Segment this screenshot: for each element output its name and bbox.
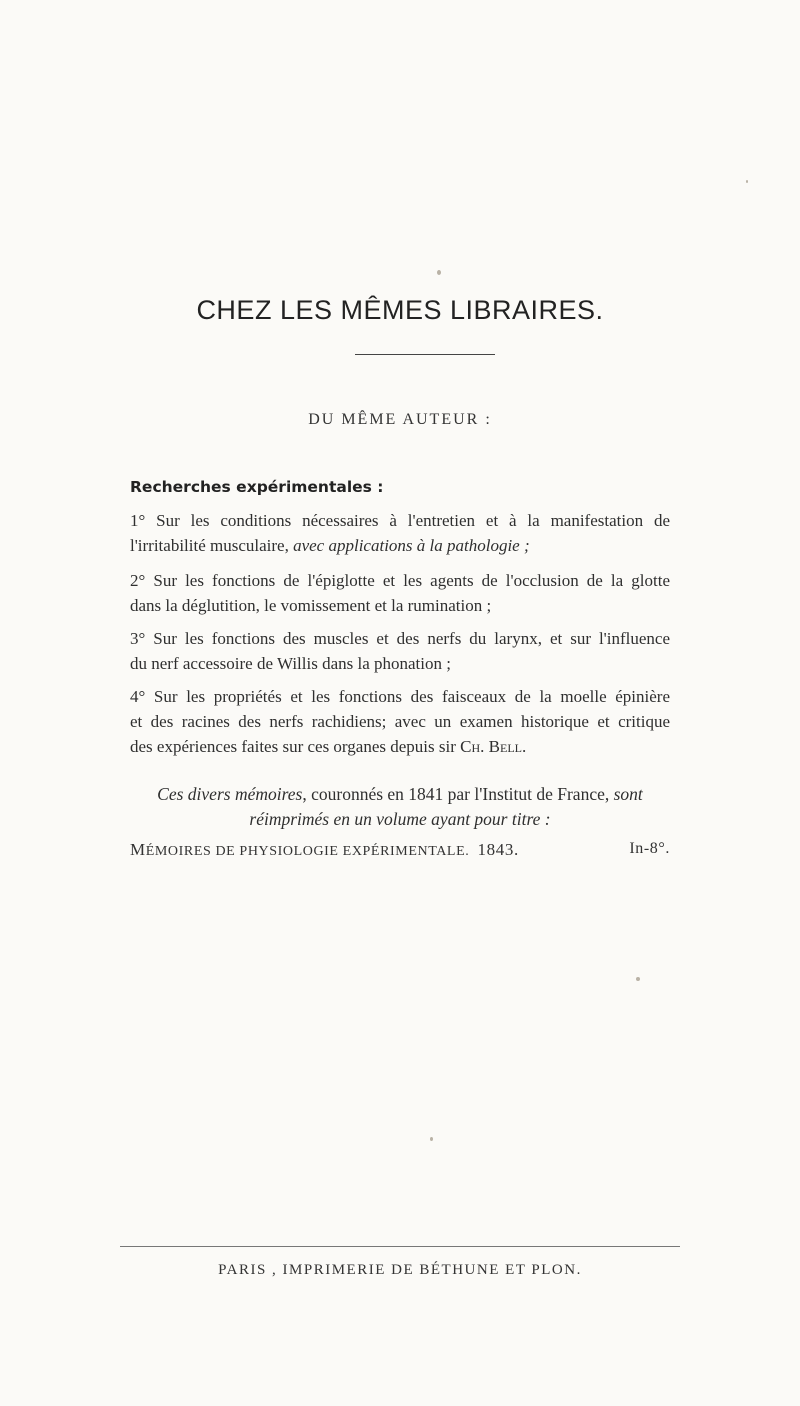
book-format: In-8°. [629,840,670,857]
item-text: des expériences faites sur ces organes depuis sir [130,737,456,756]
item-number: 1° [130,511,146,530]
item-text: et des racines des nerfs rachidiens; avec un examen historique et critique [130,712,670,731]
list-item-2 [130,568,670,618]
reprint-italic: Ces divers mémoires [157,784,303,804]
item-text: Sur les conditions nécessaires à l'entretien et à la manifestation de [156,511,670,530]
page-heading: CHEZ LES MÊMES LIBRAIRES. [196,295,604,325]
list-item-4 [130,684,670,759]
item-text: 2° Sur les fonctions de l'épiglotte et les agents de l'occlusion de la glotte [130,571,670,590]
item-text: 4° Sur les propriétés et les fonctions des faisceaux de la moelle épinière [130,687,670,706]
printer-imprint: PARIS , IMPRIMERIE DE BÉTHUNE ET PLON. [218,1262,582,1278]
book-title: ÉMOIRES DE PHYSIOLOGIE EXPÉRIMENTALE. [145,844,470,859]
paper-speck [437,270,441,275]
paper-speck [746,180,748,183]
reprint-text: , couronnés en 1841 par l'Institut de France, [302,784,610,804]
author-subheading: DU MÊME AUTEUR : [308,411,492,428]
reprint-title-intro: réimprimés en un volume ayant pour titre : [249,809,551,829]
item-text: l'irritabilité musculaire, [130,536,289,555]
author-name: Ch. Bell. [460,737,527,756]
list-item-3 [130,626,670,676]
publication-year: 1843. [477,840,519,859]
item-text: du nerf accessoire de Willis dans la phonation ; [130,654,451,673]
heading-divider [355,354,495,355]
title-initial: M [130,840,146,859]
item-text: 3° Sur les fonctions des muscles et des nerfs du larynx, et sur l'influence [130,629,670,648]
list-item-1 [130,508,670,558]
paper-speck [430,1137,433,1141]
section-title: Recherches expérimentales : [130,478,384,496]
reprint-note [0,782,800,832]
item-text: dans la déglutition, le vomissement et la rumination ; [130,596,492,615]
reprint-italic: sont [613,784,643,804]
footer-divider [120,1246,680,1247]
item-italic-text: avec applications à la pathologie ; [293,536,530,555]
paper-speck [636,977,640,981]
